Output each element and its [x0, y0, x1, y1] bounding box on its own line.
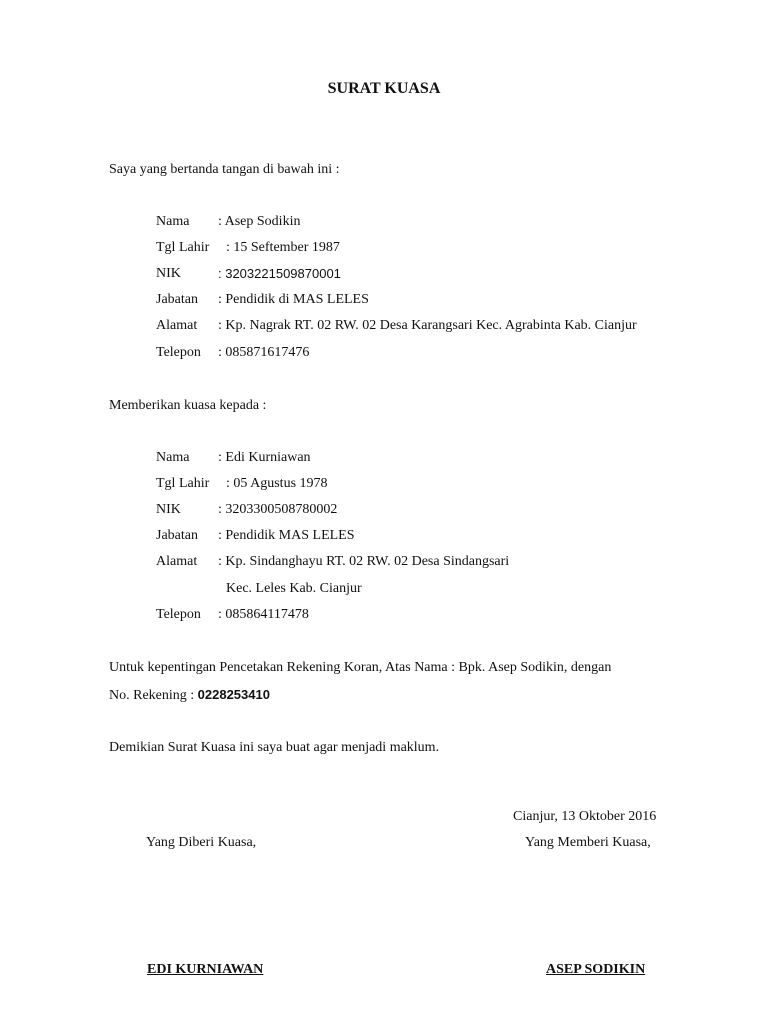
grantee-position-label: Jabatan — [156, 528, 198, 543]
grantee-nik-value: : 3203300508780002 — [218, 502, 338, 517]
grantor-dob-value: : 15 Seftember 1987 — [226, 240, 340, 255]
grantee-nik-label: NIK — [156, 502, 181, 517]
grantee-phone-label: Telepon — [156, 607, 201, 622]
grantee-role-label: Yang Diberi Kuasa, — [146, 835, 257, 850]
grantee-name-label: Nama — [156, 450, 190, 465]
grantor-nik-label: NIK — [156, 266, 181, 281]
grantee-phone-value: : 085864117478 — [218, 607, 309, 622]
grantor-position-label: Jabatan — [156, 292, 198, 307]
grantor-address-label: Alamat — [156, 318, 198, 333]
grantor-name-value: : Asep Sodikin — [218, 214, 301, 229]
grantor-nik-value: : 3203221509870001 — [218, 266, 341, 281]
account-number-label: No. Rekening : — [109, 688, 195, 703]
grantor-dob-label: Tgl Lahir — [156, 240, 210, 255]
place-date: Cianjur, 13 Oktober 2016 — [513, 809, 657, 824]
grantor-phone-value: : 085871617476 — [218, 345, 310, 360]
document-title: SURAT KUASA — [327, 80, 441, 97]
grantor-address-value: : Kp. Nagrak RT. 02 RW. 02 Desa Karangsari Kec. Agrabinta Kab. Cianjur — [218, 318, 637, 333]
grantor-role-label: Yang Memberi Kuasa, — [525, 835, 651, 850]
grantee-position-value: : Pendidik MAS LELES — [218, 528, 355, 543]
grantee-name-value: : Edi Kurniawan — [218, 450, 311, 465]
grant-intro-text: Memberikan kuasa kepada : — [109, 398, 267, 413]
purpose-text: Untuk kepentingan Pencetakan Rekening Koran, Atas Nama : Bpk. Asep Sodikin, dengan — [109, 660, 612, 675]
grantee-signature-name: EDI KURNIAWAN — [147, 962, 264, 977]
intro-text: Saya yang bertanda tangan di bawah ini : — [109, 162, 340, 177]
account-number-value: 0228253410 — [197, 687, 270, 702]
closing-text: Demikian Surat Kuasa ini saya buat agar menjadi maklum. — [109, 740, 440, 755]
grantee-dob-value: : 05 Agustus 1978 — [226, 476, 328, 491]
grantee-address-continuation: Kec. Leles Kab. Cianjur — [226, 581, 362, 596]
grantor-phone-label: Telepon — [156, 345, 201, 360]
grantee-address-label: Alamat — [156, 554, 198, 569]
grantee-dob-label: Tgl Lahir — [156, 476, 210, 491]
grantor-signature-name: ASEP SODIKIN — [546, 962, 646, 977]
grantor-position-value: : Pendidik di MAS LELES — [218, 292, 369, 307]
grantor-name-label: Nama — [156, 214, 190, 229]
grantee-address-value: : Kp. Sindanghayu RT. 02 RW. 02 Desa Sindangsari — [218, 554, 510, 569]
account-number-line — [109, 686, 270, 705]
